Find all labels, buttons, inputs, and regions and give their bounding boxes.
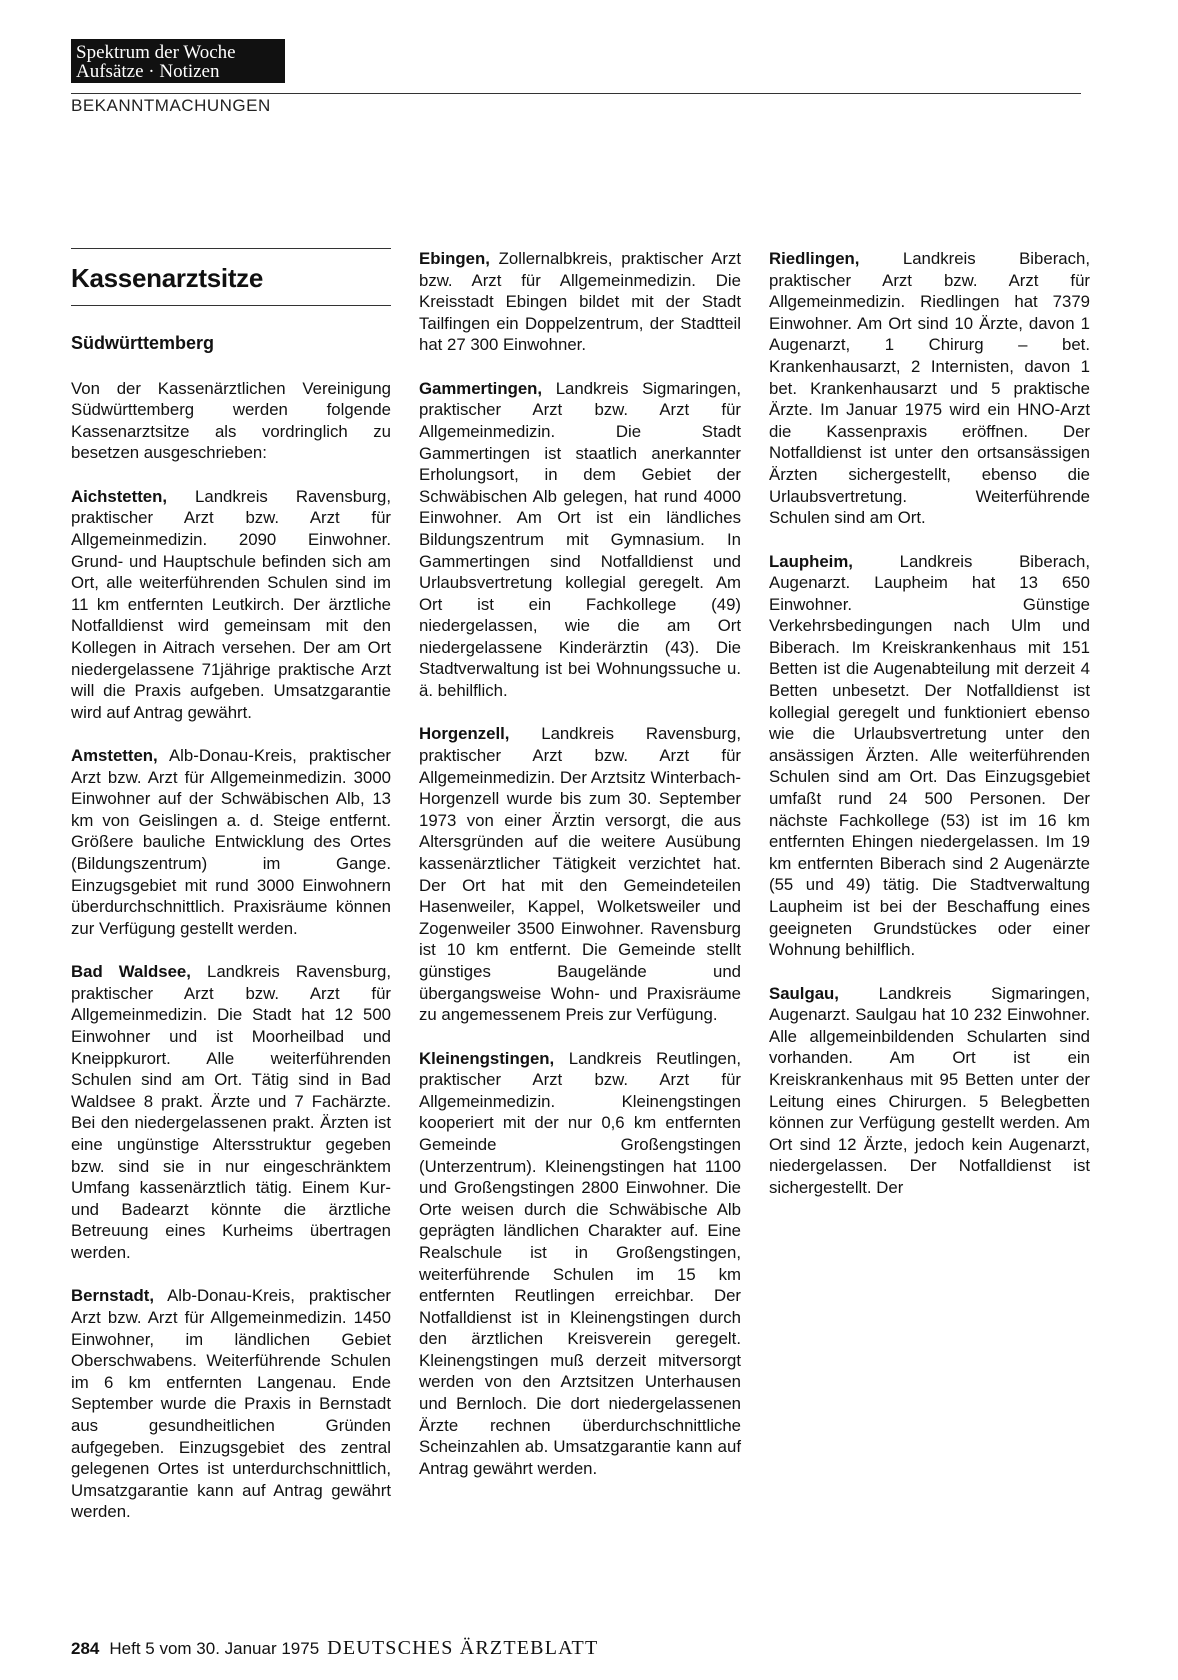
issue-info: Heft 5 vom 30. Januar 1975	[109, 1639, 320, 1658]
section-label: BEKANNTMACHUNGEN	[71, 96, 271, 115]
entry-amstetten	[71, 745, 391, 939]
entry-ebingen	[419, 248, 741, 356]
top-rule	[71, 93, 1081, 94]
entry-bad-waldsee	[71, 961, 391, 1263]
entry-place: Laupheim,	[769, 551, 853, 571]
entry-text: Landkreis Biberach, Augenarzt. Laupheim hat 13 650 Einwohner. Günstige Verkehrsbedingungen nach Ulm und Biberach. Im Kreiskrankenhaus mit 151 Betten ist die Augenabteilung mit derzeit 4 Betten unbesetzt. Der Notfalldienst ist kollegial geregelt und funktioniert ebenso wie die Urlaubsvertretung unter den ansässigen Ärzten. Alle weiterführenden Schulen sind am Ort. Das Einzugsgebiet umfaßt rund 24 500 Personen. Der nächste Fachkollege (53) ist im 16 km entfernten Ehingen niedergelassen. Im 19 km entfernten Biberach sind 2 Augenärzte (55 und 49) tätig. Die Stadtverwaltung Laupheim ist bei der Beschaffung eines geeigneten Grundstückes oder einer Wohnung behilflich.	[769, 551, 1090, 960]
entry-place: Riedlingen,	[769, 249, 860, 268]
entry-text: Landkreis Ravensburg, praktischer Arzt bzw. Arzt für Allgemeinmedizin. 2090 Einwohner. Grund- und Hauptschule befinden sich am Ort, alle weiterführenden Schulen sind im 11 km entfernten Leutkirch. Der ärztliche Notfalldienst wird gemeinsam mit den Kollegen in Aitrach versehen. Der am Ort niedergelassene 71jährige praktische Arzt will die Praxis aufgeben. Umsatzgarantie wird auf Antrag gewährt.	[71, 486, 391, 722]
entry-text: Landkreis Ravensburg, praktischer Arzt bzw. Arzt für Allgemeinmedizin. Der Arztsitz Winterbach-Horgenzell wurde bis zum 30. September 1973 von einer Ärztin versorgt, die aus Altersgründen auf die weitere Ausübung kassenärztlicher Tätigkeit verzichtet hat. Der Ort hat mit den Gemeindeteilen Hasenweiler, Kappel, Wolketsweiler und Zogenweiler 3500 Einwohner. Ravensburg ist 10 km entfernt. Die Gemeinde stellt günstiges Baugelände und übergangsweise Wohn- und Praxisräume zu angemessenem Preis zur Verfügung.	[419, 724, 741, 1025]
title-rule-top	[71, 248, 391, 249]
entry-text: Landkreis Biberach, praktischer Arzt bzw. Arzt für Allgemeinmedizin. Riedlingen hat 7379 Einwohner. Am Ort sind 10 Ärzte, davon 1 Augenarzt, 1 Chirurg – bet. Krankenhausarzt, 2 Internisten, davon 1 bet. Krankenhausarzt und 5 praktische Ärzte. Im Januar 1975 wird ein HNO-Arzt die Kassenpraxis eröffnen. Der Notfalldienst ist unter den ortsansässigen Ärzten sichergestellt, ebenso die Urlaubsvertretung. Weiterführende Schulen sind am Ort.	[769, 249, 1090, 528]
page-footer	[71, 1637, 598, 1660]
article-title: Kassenarztsitze	[71, 263, 264, 293]
title-rule-bottom	[71, 305, 391, 306]
entry-place: Amstetten,	[71, 746, 158, 766]
entry-place: Kleinengstingen,	[419, 1048, 555, 1068]
entry-text: Zollernalbkreis, praktischer Arzt bzw. Arzt für Allgemeinmedizin. Die Kreisstadt Ebingen bildet mit der Stadt Tailfingen ein Doppelzentrum, der Stadtteil hat 27 300 Einwohner.	[419, 249, 741, 355]
entry-text: Landkreis Ravensburg, praktischer Arzt bzw. Arzt für Allgemeinmedizin. Die Stadt hat 12 500 Einwohner und ist Moorheilbad und Kneippkurort. Alle weiterführenden Schulen sind am Ort. Tätig sind in Bad Waldsee 8 prakt. Ärzte und 7 Fachärzte. Bei den niedergelassenen prakt. Ärzten ist eine ungünstige Altersstruktur gegeben bzw. sind sie in nur eingeschränktem Umfang kassenärztlich tätig. Einem Kur- und Badearzt könnte die ärztliche Betreuung eines Kurheims übertragen werden.	[71, 962, 391, 1262]
entry-kleinengstingen	[419, 1048, 741, 1480]
entry-riedlingen	[769, 248, 1090, 529]
entry-gammertingen	[419, 378, 741, 702]
region-heading: Südwürttemberg	[71, 333, 215, 353]
column-1	[71, 248, 391, 1545]
entry-text: Landkreis Reutlingen, praktischer Arzt bzw. Arzt für Allgemeinmedizin. Kleinengstingen kooperiert mit der nur 0,6 km entfernten Gemeinde Großengstingen (Unterzentrum). Kleinengstingen hat 1100 und Großengstingen 2800 Einwohner. Die Orte weisen durch die Schwäbische Alb geprägten ländlichen Charakter auf. Eine Realschule ist in Großengstingen, weiterführende Schulen im 15 km entfernten Reutlingen erreichbar. Der Notfalldienst ist in Kleinengstingen durch den ärztlichen Kreisverein geregelt. Kleinengstingen muß derzeit mitversorgt werden von den Arztsitzen Unterhausen und Bernloch. Die dort niedergelassenen Ärzte rechnen überdurchschnittliche Scheinzahlen ab. Umsatzgarantie kann auf Antrag gewährt werden.	[419, 1048, 741, 1478]
entry-place: Horgenzell,	[419, 724, 510, 744]
entry-text: Landkreis Sigmaringen, praktischer Arzt bzw. Arzt für Allgemeinmedizin. Die Stadt Gammertingen ist staatlich anerkannter Erholungsort, in dem Gebiet der Schwäbischen Alb gelegen, hat rund 4000 Einwohner. Am Ort ist ein ländliches Bildungszentrum mit Gymnasium. In Gammertingen sind Notfalldienst und Urlaubsvertretung kollegial geregelt. Am Ort ist ein Fachkollege (49) niedergelassen, wie die am Ort niedergelassene Kinderärztin (43). Die Stadtverwaltung ist bei Wohnungssuche u. ä. behilflich.	[419, 378, 741, 701]
entry-place: Bernstadt,	[71, 1286, 154, 1306]
entry-place: Bad Waldsee,	[71, 962, 191, 982]
journal-name: DEUTSCHES ÄRZTEBLATT	[327, 1637, 599, 1659]
rubric-box	[71, 39, 285, 83]
column-2	[419, 248, 741, 1501]
entry-text: Alb-Donau-Kreis, praktischer Arzt bzw. Arzt für Allgemeinmedizin. 1450 Einwohner, im ländlichen Gebiet Oberschwabens. Weiterführende Schulen im 6 km entfernten Langenau. Ende September wurde die Praxis in Bernstadt aus gesundheitlichen Gründen aufgegeben. Einzugsgebiet des zentral gelegenen Ortes ist unterdurchschnittlich, Umsatzgarantie kann auf Antrag gewährt werden.	[71, 1286, 391, 1522]
entry-horgenzell	[419, 723, 741, 1025]
entry-place: Aichstetten,	[71, 486, 168, 506]
entry-place: Saulgau,	[769, 983, 839, 1003]
entry-text: Alb-Donau-Kreis, praktischer Arzt bzw. Arzt für Allgemeinmedizin. 3000 Einwohner auf der Schwäbischen Alb, 13 km von Geislingen a. d. Steige entfernt. Größere bauliche Entwicklung des Ortes (Bildungszentrum) im Gange. Einzugsgebiet mit rund 3000 Einwohnern überdurchschnittlich. Praxisräume können zur Verfügung gestellt werden.	[71, 746, 391, 938]
entry-saulgau	[769, 983, 1090, 1199]
entry-bernstadt	[71, 1285, 391, 1523]
intro-paragraph: Von der Kassenärztlichen Vereinigung Südwürttemberg werden folgende Kassenarztsitze als vordringlich zu besetzen ausgeschrieben:	[71, 378, 391, 463]
rubric-line-1: Spektrum der Woche	[76, 42, 236, 63]
rubric-line-2: Aufsätze · Notizen	[76, 61, 220, 82]
entry-aichstetten	[71, 486, 391, 724]
entry-laupheim	[769, 551, 1090, 961]
entry-text: Landkreis Sigmaringen, Augenarzt. Saulgau hat 10 232 Einwohner. Alle allgemeinbildenden Schularten sind vorhanden. Am Ort ist ein Kreiskrankenhaus mit 95 Betten unter der Leitung eines Chirurgen. 5 Belegbetten können zur Verfügung gestellt werden. Am Ort sind 12 Ärzte, jedoch kein Augenarzt, niedergelassen. Der Notfalldienst ist sichergestellt. Der	[769, 983, 1090, 1197]
column-3	[769, 248, 1090, 1220]
entry-place: Ebingen,	[419, 249, 490, 268]
page-number: 284	[71, 1639, 100, 1658]
entry-place: Gammertingen,	[419, 378, 543, 398]
